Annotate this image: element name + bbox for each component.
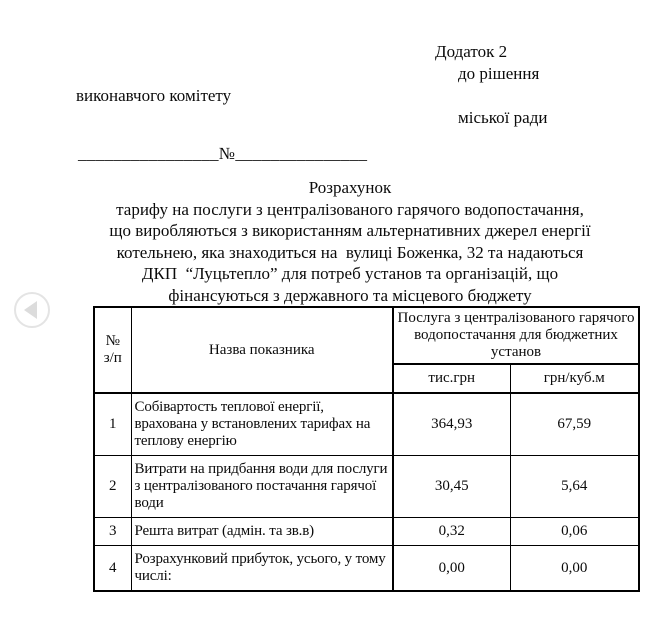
service-group-line: установ: [490, 344, 542, 360]
header-cell-number: [94, 307, 131, 393]
table-row: [94, 518, 639, 546]
header-cell-uah-per-m3: грн/куб.м: [510, 364, 639, 393]
row-number: 1: [94, 393, 131, 456]
left-triangle-icon: [24, 301, 37, 319]
table-row: [94, 393, 639, 456]
row-indicator-name: Розрахунковий прибуток, усього, у тому числі:: [131, 546, 393, 592]
appendix-label: Додаток 2: [435, 42, 508, 61]
table-row: [94, 546, 639, 592]
row-number: 3: [94, 518, 131, 546]
title-line: що виробляються з використанням альтернативних джерел енергії: [109, 221, 591, 240]
document-title: [55, 177, 645, 306]
title-line: тарифу на послуги з централізованого гарячого водопостачання,: [116, 199, 584, 219]
header-cell-thousand-uah: тис.грн: [393, 364, 510, 393]
header-number-line2: з/п: [103, 350, 122, 366]
header-cell-service-group: [393, 307, 639, 364]
header-cell-indicator-name: Назва показника: [131, 307, 393, 393]
decision-number-blank-line: ________________№_______________: [78, 144, 368, 163]
table-header-row-1: [94, 307, 639, 364]
table-row: [94, 456, 639, 518]
row-value-uah-per-m3: 0,06: [510, 518, 639, 546]
title-line: ДКП “Луцьтепло” для потреб установ та організацій, що: [141, 264, 559, 283]
row-value-uah-per-m3: 5,64: [510, 456, 639, 518]
row-indicator-name: Витрати на придбання води для послуги з централізованого постачання гарячої води: [131, 456, 393, 518]
title-line: Розрахунок: [308, 178, 392, 197]
row-value-thousand-uah: 364,93: [393, 393, 510, 456]
row-value-uah-per-m3: 0,00: [510, 546, 639, 592]
service-group-line: Послуга з централізованого гарячого: [397, 310, 635, 326]
row-number: 4: [94, 546, 131, 592]
title-line: котельнею, яка знаходиться на вулиці Боженка, 32 та надаються: [116, 242, 584, 262]
row-number: 2: [94, 456, 131, 518]
row-value-thousand-uah: 30,45: [393, 456, 510, 518]
header-number-line1: №: [105, 333, 120, 349]
row-value-thousand-uah: 0,32: [393, 518, 510, 546]
title-line: фінансуються з державного та місцевого бюджету: [168, 285, 532, 305]
service-group-line: водопостачання для бюджетних: [414, 327, 618, 343]
row-value-thousand-uah: 0,00: [393, 546, 510, 592]
to-decision-label: до рішення: [458, 64, 540, 83]
executive-committee-label: виконавчого комітету: [76, 86, 232, 105]
row-indicator-name: Собівартость теплової енергії, врахована у встановлених тарифах на теплову енергію: [131, 393, 393, 456]
city-council-label: міської ради: [458, 108, 548, 127]
row-value-uah-per-m3: 67,59: [510, 393, 639, 456]
tariff-table: [93, 306, 640, 592]
back-nav-button[interactable]: [14, 292, 50, 328]
row-indicator-name: Решта витрат (адмін. та зв.в): [131, 518, 393, 546]
